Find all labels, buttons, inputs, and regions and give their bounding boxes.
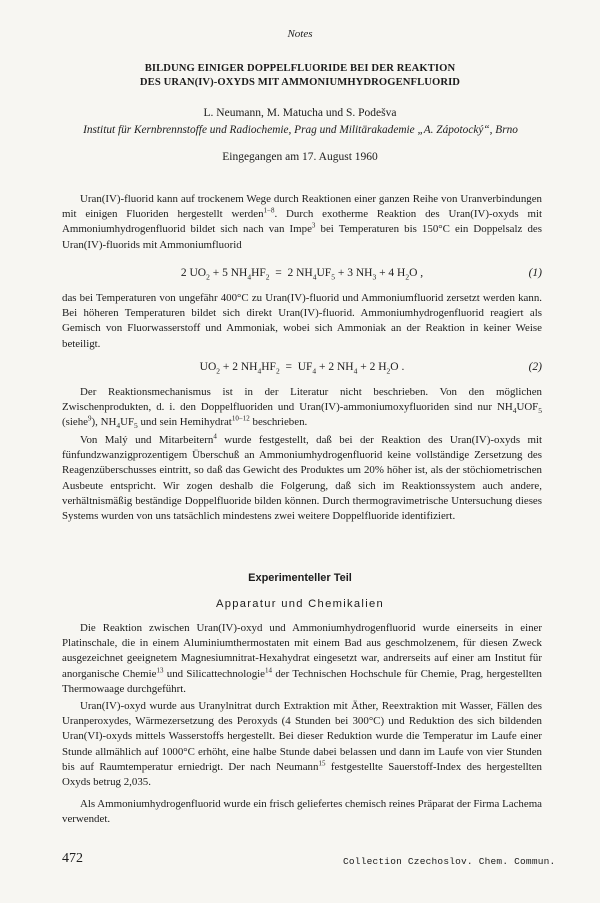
- intro-paragraph-2: das bei Temperaturen von ungefähr 400°C zu Uran(IV)-fluorid und Ammoniumfluorid zersetzt werden kann. Bei höheren Temperaturen bildet sich direkt Uran(IV)-fluorid. Ammoniumhydrogenfluorid reagiert als Gemisch von Fluorwasserstoff und Ammoniak, wobei sich Ammoniak an der Reaktion in keiner Weise beteiligt.: [62, 292, 542, 350]
- equation-2-number: (2): [528, 361, 542, 373]
- page-number: 472: [62, 851, 83, 866]
- intro-paragraph-4: Von Malý und Mitarbeitern$^4$ wurde festgestellt, daß bei der Reaktion des Uran(IV)-oxyds mit fünfundzwanzigprozentigem Überschuß an Ammoniumhydrogenfluorid keine vollständige Zersetzung des Reagenzüberschusses eintritt, so daß das Gewicht des Produktes um 20% höher ist, als der stöchiometrischen Ausbeute entspricht. Wir zogen deshalb die Folgerung, daß sich im Reaktionssystem auch andere, verhältnismäßig beständige Doppelfluoride bilden können. Durch thermogravimetrische Untersuchung dieses Systems wurden von uns tatsächlich mindestens zwei weitere Doppelfluoride identifiziert.: [62, 432, 542, 523]
- journal-footer: Collection Czechoslov. Chem. Commun.: [343, 856, 556, 867]
- subsection-heading: Apparatur und Chemikalien: [215, 598, 385, 610]
- equation-1-expression: 2 $UO_2 + 5$ $NH_4HF_2 = 2$ $NH_4UF_5 + 3$ $NH_3 + 4$ $H_2O$ ,: [180, 267, 424, 282]
- reference-mark: 4: [213, 432, 217, 441]
- article-title-line-2: DES URAN(IV)-OXYDS MIT AMMONIUMHYDROGENFLUORID: [139, 77, 461, 88]
- section-heading: Experimenteller Teil: [248, 572, 352, 584]
- experimental-paragraph-2: Uran(IV)-oxyd wurde aus Uranylnitrat durch Extraktion mit Äther, Reextraktion mit Wasser, Fällen des Uranperoxydes, Wärmezersetzung des Peroxyds (4 Stunden bei 300°C) und Reduktion des sich bildenden Uran(VI)-oxyds mittels Wasserstoffs hergestellt. Bei dieser Reduktion wurde die Temperatur im Laufe einer Stunde allmählich auf 1000°C erhöht, eine halbe Stunde dabei belassen und dann im Laufe von vier Stunden bis auf Raumtemperatur erniedrigt. Der nach Neumann$^{15}$ festgestellte Sauerstoff-Index des hergestellten Oxyds betrug 2,035.: [62, 700, 542, 789]
- equation-1-number: (1): [528, 267, 542, 279]
- article-affiliation: Institut für Kernbrennstoffe und Radiochemie, Prag und Militärakademie „A. Zápotocký“, Brno: [83, 124, 518, 136]
- article-authors: L. Neumann, M. Matucha und S. Podešva: [203, 107, 397, 119]
- reference-mark: 9: [88, 414, 92, 423]
- article-title: [40, 62, 560, 90]
- reference-mark: 14: [265, 665, 273, 674]
- article-title-line-1: BILDUNG EINIGER DOPPELFLUORIDE BEI DER REAKTION: [144, 63, 456, 74]
- reference-mark: 1−8: [263, 206, 275, 215]
- equation-2: [62, 361, 542, 377]
- equation-1: [62, 267, 542, 283]
- reference-mark: 3: [311, 221, 316, 230]
- running-head: Notes: [287, 28, 313, 40]
- reference-mark: 13: [156, 665, 164, 674]
- experimental-paragraph-3: Als Ammoniumhydrogenfluorid wurde ein frisch geliefertes chemisch reines Präparat der Firma Lachema verwendet.: [62, 798, 542, 826]
- intro-paragraph-3: Der Reaktionsmechanismus ist in der Literatur nicht beschrieben. Von den möglichen Zwischenprodukten, d. i. den Doppelfluoriden und Uran(IV)-ammoniumoxyfluoriden sind nur $NH_4UOF_5$ (siehe$^9$), $NH_4UF_5$ und sein Hemihydrat$^{10-12}$ beschrieben.: [62, 386, 542, 431]
- reference-mark: 10−12: [231, 414, 250, 423]
- equation-2-expression: $UO_2 + 2$ $NH_4HF_2 = UF_4 + 2$ $NH_4 + 2$ $H_2O$ .: [199, 361, 405, 376]
- reference-mark: 15: [318, 759, 326, 768]
- intro-paragraph-1: Uran(IV)-fluorid kann auf trockenem Wege durch Reaktionen einer ganzen Reihe von Uranverbindungen mit einigen Fluoriden hergestellt werden$^{1-8}$. Durch exotherme Reaktion des Uran(IV)-oxyds mit Ammoniumhydrogenfluorid bildet sich nach van Impe$^3$ bei Temperaturen bis 150°C ein Doppelsalz des Uran(IV)-fluorids mit Ammoniumfluorid: [62, 193, 542, 251]
- received-date: Eingegangen am 17. August 1960: [222, 151, 378, 163]
- experimental-paragraph-1: Die Reaktion zwischen Uran(IV)-oxyd und Ammoniumhydrogenfluorid wurde einerseits in einer Platinschale, die in einem Aluminiumthermostaten mit einem Bad aus geschmolzenem, für diesen Zweck ausgezeichnet geeignetem Magnesiumnitrat-Hexahydrat eingesetzt war, andrerseits auf einer am Institut für anorganische Chemie$^{13}$ und Silicattechnologie$^{14}$ der Technischen Hochschule für Chemie, Prag, hergestellten Thermowaage durchgeführt.: [62, 622, 542, 695]
